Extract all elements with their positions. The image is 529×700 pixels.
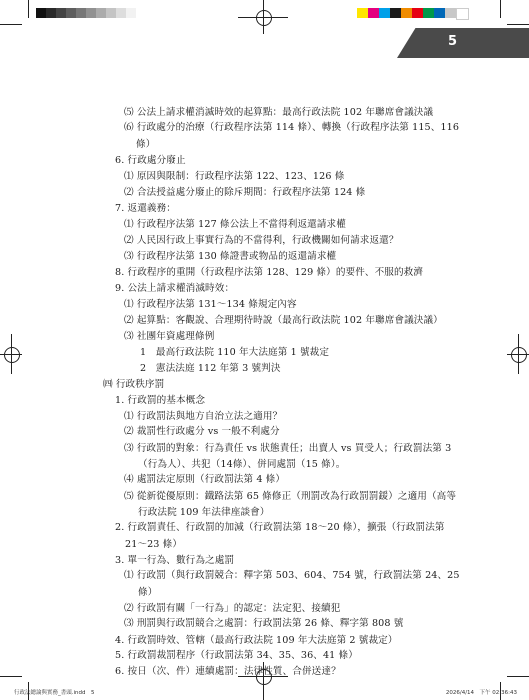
text-line-heading-9: 9. 公法上請求權消滅時效： (115, 282, 235, 294)
gray-step (86, 8, 96, 18)
color-patch (434, 8, 445, 18)
text-line-sub-item-2: ⑵ 合法授益處分廢止的除斥期間：行政程序法第 124 條 (124, 186, 366, 198)
text-line-heading-5: 5. 行政罰裁罰程序（行政罰法第 34、35、36、41 條） (115, 650, 358, 661)
text-line-sub-item-2: ⑵ 行政罰有關「一行為」的認定：法定犯、接續犯 (124, 602, 341, 614)
text-line-heading-8: 8. 行政程序的重開（行政程序法第 128、129 條）的要件、不服的救濟 (115, 267, 424, 279)
text-line-sub-item-1: ⑴ 原因與限制：行政程序法第 122、123、126 條 (124, 171, 345, 183)
color-patch (357, 8, 368, 18)
text-line-sub-item-3-cont: （行為人）、共犯（14條）、併同處罰（15 條）。 (138, 459, 346, 471)
text-line-list-item-6-cont: 條） (136, 138, 156, 150)
text-line-section-heading: ㈣ 行政秩序罰 (103, 378, 165, 390)
text-line-list-item-5: ⑸ 公法上請求權消滅時效的起算點：最高行政法院 102 年聯席會議決議 (124, 107, 434, 118)
text-line-heading-7: 7. 返還義務： (115, 202, 176, 214)
gray-step (36, 8, 46, 18)
text-line-heading-3: 3. 單一行為、數行為之處罰 (115, 554, 235, 566)
text-line-sub-item-1-cont: 條） (138, 586, 158, 598)
text-line-heading-2: 2. 行政罰責任、行政罰的加減（行政罰法第 18～20 條），擴張（行政罰法第 (115, 522, 445, 534)
text-line-sub-item-2: ⑵ 起算點：客觀說、合理期待時說（最高行政法院 102 年聯席會議決議） (124, 315, 443, 327)
text-line-list-item-6: ⑹ 行政處分的治療（行政程序法第 114 條）、轉換（行政程序法第 115、116 (124, 122, 460, 134)
crop-mark-bl-h (0, 676, 22, 677)
color-patch (412, 8, 423, 18)
gray-step (66, 8, 76, 18)
text-line-heading-1: 1. 行政罰的基本概念 (115, 394, 206, 406)
crop-mark-tr-h (507, 24, 529, 25)
gray-step (56, 8, 66, 18)
text-line-sub-item-1: ⑴ 行政程序法第 131～134 條規定內容 (124, 298, 297, 310)
color-patch (456, 8, 469, 20)
text-line-heading-2-cont: 21～23 條） (125, 538, 183, 550)
registration-circle-right (511, 347, 527, 363)
color-patch (401, 8, 412, 18)
crop-mark-tl-h (0, 24, 22, 25)
text-line-sub-item-3: ⑶ 刑罰與行政罰競合之處罰：行政罰法第 26 條、釋字第 808 號 (124, 618, 404, 630)
gray-step (126, 8, 136, 18)
registration-circle-top (256, 10, 272, 26)
color-patch (368, 8, 379, 18)
footer-timestamp: 2026/4/14 下午 02:36:43 (445, 690, 517, 696)
gray-step (96, 8, 106, 18)
color-patch (423, 8, 434, 18)
text-line-sub-item-3: ⑶ 社團年資處理條例 (124, 330, 215, 342)
text-line-case-item-2: 2 憲法法庭 112 年第 3 號判決 (140, 363, 281, 375)
text-line-heading-4: 4. 行政罰時效、管轄（最高行政法院 109 年大法庭第 2 號裁定） (115, 634, 398, 646)
crop-mark-tr-v (500, 0, 501, 18)
text-line-sub-item-5-cont: 行政法院 109 年法律座談會） (138, 507, 270, 518)
text-line-heading-6: 6. 行政處分廢止 (115, 154, 186, 166)
text-line-case-item-1: 1 最高行政法院 110 年大法庭第 1 號裁定 (140, 346, 330, 358)
color-patch (379, 8, 390, 18)
page-tab (397, 28, 529, 58)
color-patch (445, 8, 456, 18)
text-line-sub-item-5: ⑸ 從新從優原則：鐵路法第 65 條修正（刑罰改為行政罰罰鍰）之適用（高等 (124, 490, 457, 502)
gray-step (76, 8, 86, 18)
gray-step (116, 8, 126, 18)
text-line-sub-item-2: ⑵ 人民因行政上事實行為的不當得利，行政機關如何請求返還？ (124, 234, 399, 246)
registration-circle-left (4, 347, 20, 363)
text-line-sub-item-1: ⑴ 行政罰（與行政罰競合：釋字第 503、604、754 號，行政罰法第 24、25 (124, 570, 460, 582)
text-line-sub-item-3: ⑶ 行政程序法第 130 條證書或物品的返還請求權 (124, 250, 337, 262)
text-line-sub-item-1: ⑴ 行政程序法第 127 條公法上不當得利返還請求權 (124, 219, 346, 231)
footer-file-slug: 行政法總論與實務_書頭.indd 5 (14, 690, 95, 696)
gray-step (46, 8, 56, 18)
text-line-heading-6: 6. 按日（次、件）連續處罰：法律性質、合併送達？ (115, 666, 341, 678)
page-number: 5 (447, 34, 457, 49)
text-line-sub-item-4: ⑷ 處罰法定原則（行政罰法第 4 條） (124, 474, 286, 486)
text-line-sub-item-2: ⑵ 裁罰性行政處分 vs 一般不利處分 (124, 426, 280, 438)
crop-mark-tl-v (28, 0, 29, 18)
color-patch (390, 8, 401, 18)
text-line-sub-item-1: ⑴ 行政罰法與地方自治立法之適用？ (124, 411, 283, 423)
gray-step (106, 8, 116, 18)
text-line-sub-item-3: ⑶ 行政罰的對象：行為責任 vs 狀態責任；出賣人 vs 買受人；行政罰法第 3 (124, 442, 452, 454)
crop-mark-br-h (507, 676, 529, 677)
